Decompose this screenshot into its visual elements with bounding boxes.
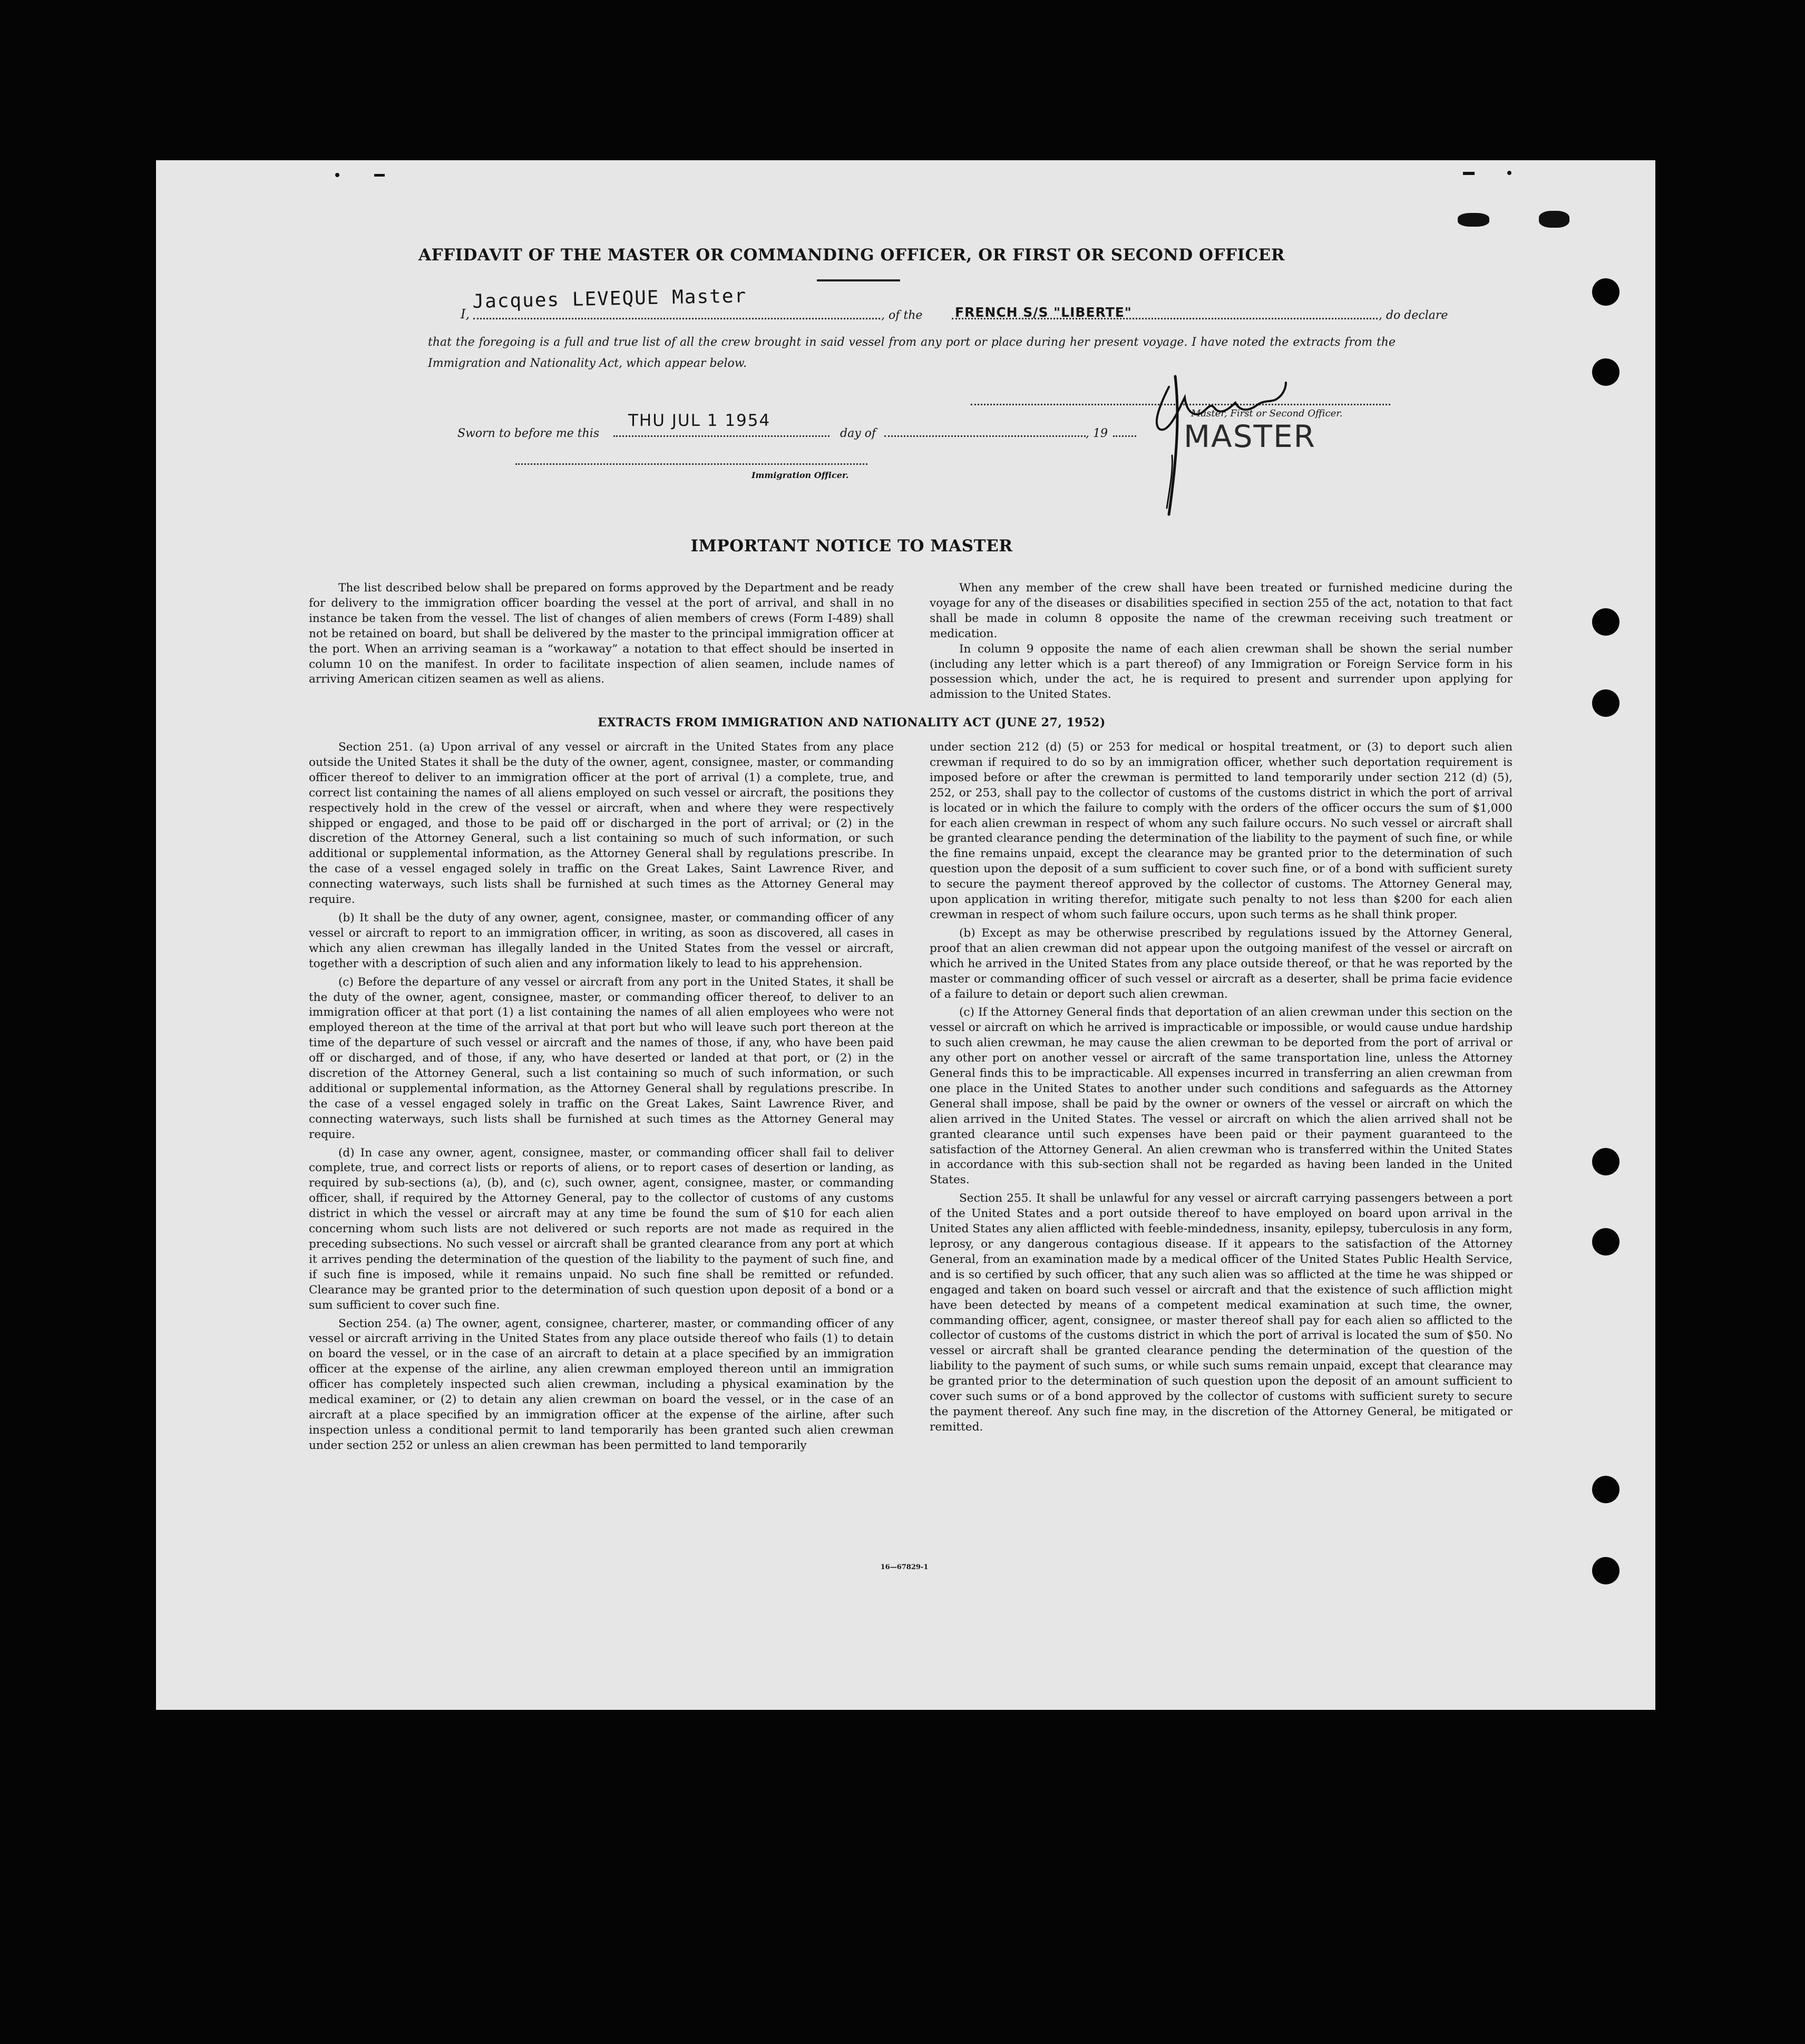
speck-mark xyxy=(1507,171,1511,175)
statute-paragraph: Section 254. (a) The owner, agent, consignee, charterer, master, or commanding officer of any vessel or aircraft arriving in the United States from any place outside thereof who fails (1) to detain on board the vessel, or in the case of an aircraft to detain at a place specified by an immigration officer at the expense of the airline, any alien crewman employed thereon until an immigration officer has completely inspected such alien crewman, including a physical examination by the medical examiner, or (2) to detain any alien crewman on board the vessel, or in the case of an aircraft at a place specified by an immigration officer at the expense of the airline, after such inspection unless a conditional permit to land temporarily has been granted such alien crewman under section 252 or unless an alien crewman has been permitted to land temporarily xyxy=(309,1317,894,1452)
statute-paragraph: Section 251. (a) Upon arrival of any vessel or aircraft in the United States from any place outside the United States it shall be the duty of the owner, agent, consignee, master, or commanding officer thereof to deliver to an immigration officer at the port of arrival (1) a complete, true, and correct list containing the names of all aliens employed on such vessel or aircraft, the positions they respectively hold in the crew of the vessel or aircraft, when and where they were respectively shipped or engaged, and those to be paid off or discharged in the port of arrival; or (2) in the discretion of the Attorney General, such a list containing so much of such information, or such additional or supplemental information, as the Attorney General shall by regulations prescribe. In the case of a vessel engaged solely in traffic on the Great Lakes, Saint Lawrence River, and connecting waterways, such lists shall be furnished at such times as the Attorney General may require. xyxy=(309,741,894,907)
of-the-label: , of the xyxy=(881,309,923,322)
deponent-name: Jacques LEVEQUE Master xyxy=(472,285,747,313)
statute-paragraph: under section 212 (d) (5) or 253 for medical or hospital treatment, or (3) to deport such alien crewman if required to do so by an immigration officer, whether such deportation requirement is imposed before or after the crewman is permitted to land temporarily under section 212 (d) (5), 252, or 253, shall pay to the collector of customs of the customs district in which the port of arrival is located or in which the failure to comply with the orders of the officer occurs the sum of $1,000 for each alien crewman in respect of whom any such failure occurs. No such vessel or aircraft shall be granted clearance pending the determination of the liability to the payment of such fine, or while the fine remains unpaid, except the clearance may be granted prior to the determination of such question upon the deposit of a sum sufficient to cover such fine, or of a bond with sufficient surety to secure the payment thereof approved by the collector of customs. The Attorney General may, upon application in writing therefor, mitigate such penalty to not less than $200 for each alien crewman in respect of whom such failure occurs, upon such terms as he shall think proper. xyxy=(930,741,1513,921)
notice-paragraph: When any member of the crew shall have been treated or furnished medicine during the voyage for any of the diseases or disabilities specified in section 255 of the act, notation to that fact shall be made in column 8 opposite the name of the crewman receiving such treatment or medication. xyxy=(930,581,1513,640)
binder-hole xyxy=(1592,1228,1619,1255)
statute-paragraph: (d) In case any owner, agent, consignee, master, or commanding officer shall fail to deliver complete, true, and correct lists or reports of aliens, or to report cases of desertion or landing, as required by sub-sections (a), (b), and (c), such owner, agent, consignee, master, or commanding officer, shall, if required by the Attorney General, pay to the collector of customs of any customs district in which the vessel or aircraft may at any time be found the sum of $10 for each alien concerning whom such lists are not delivered or such reports are not made as required in the preceding subsections. No such vessel or aircraft shall be granted clearance from any port at which it arrives pending the determination of the question of the liability to the payment of such fine, and if such fine is imposed, while it remains unpaid. No such fine shall be remitted or refunded. Clearance may be granted prior to the determination of such question upon deposit of a bond or a sum sufficient to cover such fine. xyxy=(309,1146,894,1312)
speck-mark xyxy=(1539,211,1569,228)
binder-hole xyxy=(1592,689,1619,717)
do-declare-label: , do declare xyxy=(1379,309,1448,322)
day-of-label: day of xyxy=(840,427,876,440)
statute-paragraph: (b) Except as may be otherwise prescribed by regulations issued by the Attorney General, proof that an alien crewman did not appear upon the outgoing manifest of the vessel or aircraft on which he arrived in the United States from any place outside thereof, or that he was reported by the master or commanding officer of such vessel or aircraft as a deserter, shall be prima facie evidence of a failure to detain or deport such alien crewman. xyxy=(930,926,1513,1001)
speck-mark xyxy=(1463,172,1475,175)
notice-left xyxy=(309,581,894,687)
binder-hole xyxy=(1592,1557,1619,1584)
month-line xyxy=(884,435,1086,437)
binder-hole xyxy=(1592,278,1619,306)
name-line xyxy=(473,318,880,319)
affidavit-body: that the foregoing is a full and true list of all the crew brought in said vessel from any port or place during her present voyage. I have noted the extracts from the Immigration and Nationality Act, which appear below. xyxy=(428,336,1396,370)
vessel-name: FRENCH S/S "LIBERTE" xyxy=(955,305,1132,320)
speck-mark xyxy=(374,174,385,177)
speck-mark xyxy=(335,173,339,177)
sworn-label: Sworn to before me this xyxy=(457,427,600,440)
statute-paragraph: (c) Before the departure of any vessel or aircraft from any port in the United States, it shall be the duty of the owner, agent, consignee, master, or commanding officer thereof, to deliver to an immigration officer at that port (1) a list containing the names of all alien employees who were not employed thereon at the time of the arrival at that port but who will leave such port thereon at the time of the departure of such vessel or aircraft and the names of those, if any, who have been paid off or discharged, and of those, if any, who have deserted or landed at that port, or (2) in the discretion of the Attorney General, such a list containing so much of such information, or such additional or supplemental information, as the Attorney General shall by regulations prescribe. In the case of a vessel engaged solely in traffic on the Great Lakes, Saint Lawrence River, and connecting waterways, such lists shall be furnished at such times as the Attorney General may require. xyxy=(309,975,894,1141)
binder-hole xyxy=(1592,358,1619,386)
title-rule xyxy=(817,279,900,281)
year-label: , 19 xyxy=(1086,427,1108,440)
affidavit-title: AFFIDAVIT OF THE MASTER OR COMMANDING OFFICER, OR FIRST OR SECOND OFFICER xyxy=(418,246,1285,265)
master-caption: Master, First or Second Officer. xyxy=(1191,408,1343,419)
notice-right xyxy=(930,581,1513,703)
binder-hole xyxy=(1592,1148,1619,1175)
extracts-title: EXTRACTS FROM IMMIGRATION AND NATIONALITY ACT (JUNE 27, 1952) xyxy=(598,716,1106,729)
notice-paragraph: In column 9 opposite the name of each alien crewman shall be shown the serial number (including any letter which is a part thereof) of any Immigration or Foreign Service form in his possession which, under the act, he is required to present and surrender upon applying for admission to the United States. xyxy=(930,642,1513,702)
form-code: 16—67829-1 xyxy=(880,1563,929,1571)
sworn-date-line xyxy=(613,435,830,437)
notice-title: IMPORTANT NOTICE TO MASTER xyxy=(690,537,1013,556)
statute-paragraph: (b) It shall be the duty of any owner, agent, consignee, master, or commanding officer of any vessel or aircraft to report to an immigration officer, in writing, as soon as discovered, all cases in which any alien crewman has illegally landed in the United States from the vessel or aircraft, together with a description of such alien and any information likely to lead to his apprehension. xyxy=(309,911,894,970)
year-line xyxy=(1113,435,1136,437)
binder-hole xyxy=(1592,608,1619,636)
vessel-line xyxy=(952,318,1378,319)
notice-paragraph: The list described below shall be prepared on forms approved by the Department and be ready for delivery to the immigration officer boarding the vessel at the port of arrival, and shall in no instance be taken from the vessel. The list of changes of alien members of crews (Form I-489) shall not be retained on board, but shall be delivered by the master to the principal immigration officer at the port. When an arriving seaman is a “workaway” a notation to that effect should be inserted in column 10 on the manifest. In order to facilitate inspection of alien seamen, include names of arriving American citizen seamen as well as aliens. xyxy=(309,581,894,686)
statute-paragraph: Section 255. It shall be unlawful for any vessel or aircraft carrying passengers between a port of the United States and a port outside thereof to have employed on board upon arrival in the United States any alien afflicted with feeble-mindedness, insanity, epilepsy, tuberculosis in any form, leprosy, or any dangerous contagious disease. If it appears to the satisfaction of the Attorney General, from an examination made by a medical officer of the United States Public Health Service, and is so certified by such officer, that any such alien was so afflicted at the time he was shipped or engaged and taken on board such vessel or aircraft and that the existence of such affliction might have been detected by means of a competent medical examination at such time, the owner, commanding officer, agent, consignee, or master thereof shall pay for each alien so afflicted to the collector of customs of the customs district in which the port of arrival is located the sum of $50. No vessel or aircraft shall be granted clearance pending the determination of the question of the liability to the payment of such sums, or while such sums remain unpaid, except that clearance may be granted prior to the determination of such question upon the deposit of an amount sufficient to cover such sums or of a bond approved by the collector of customs with sufficient surety to secure the payment thereof. Any such fine may, in the discretion of the Attorney General, be mitigated or remitted. xyxy=(930,1192,1513,1434)
affidavit-i-label: I, xyxy=(461,307,470,322)
extracts-right-column xyxy=(930,740,1513,1435)
sworn-date-stamp: THU JUL 1 1954 xyxy=(628,411,771,430)
officer-caption: Immigration Officer. xyxy=(752,470,849,480)
statute-paragraph: (c) If the Attorney General finds that deportation of an alien crewman under this section on the vessel or aircraft on which he arrived is impracticable or impossible, or would cause undue hardship to such alien crewman, he may cause the alien crewman to be deported from the port of arrival or any other port on another vessel or aircraft of the same transportation line, unless the Attorney General finds this to be impracticable. All expenses incurred in transferring an alien crewman from one place in the United States to another under such conditions and safeguards as the Attorney General shall impose, shall be paid by the owner or owners of the vessel or aircraft on which the alien arrived in the United States. The vessel or aircraft on which the alien arrived shall not be granted clearance until such expenses have been paid or their payment guaranteed to the satisfaction of the Attorney General. An alien crewman who is transferred within the United States in accordance with this sub-section shall not be regarded as having been landed in the United States. xyxy=(930,1006,1513,1187)
master-stamp: MASTER xyxy=(1184,418,1316,454)
officer-signature-line xyxy=(515,463,867,465)
document-page xyxy=(156,160,1655,1710)
speck-mark xyxy=(1458,213,1489,227)
extracts-left-column xyxy=(309,740,894,1454)
binder-hole xyxy=(1592,1476,1619,1503)
